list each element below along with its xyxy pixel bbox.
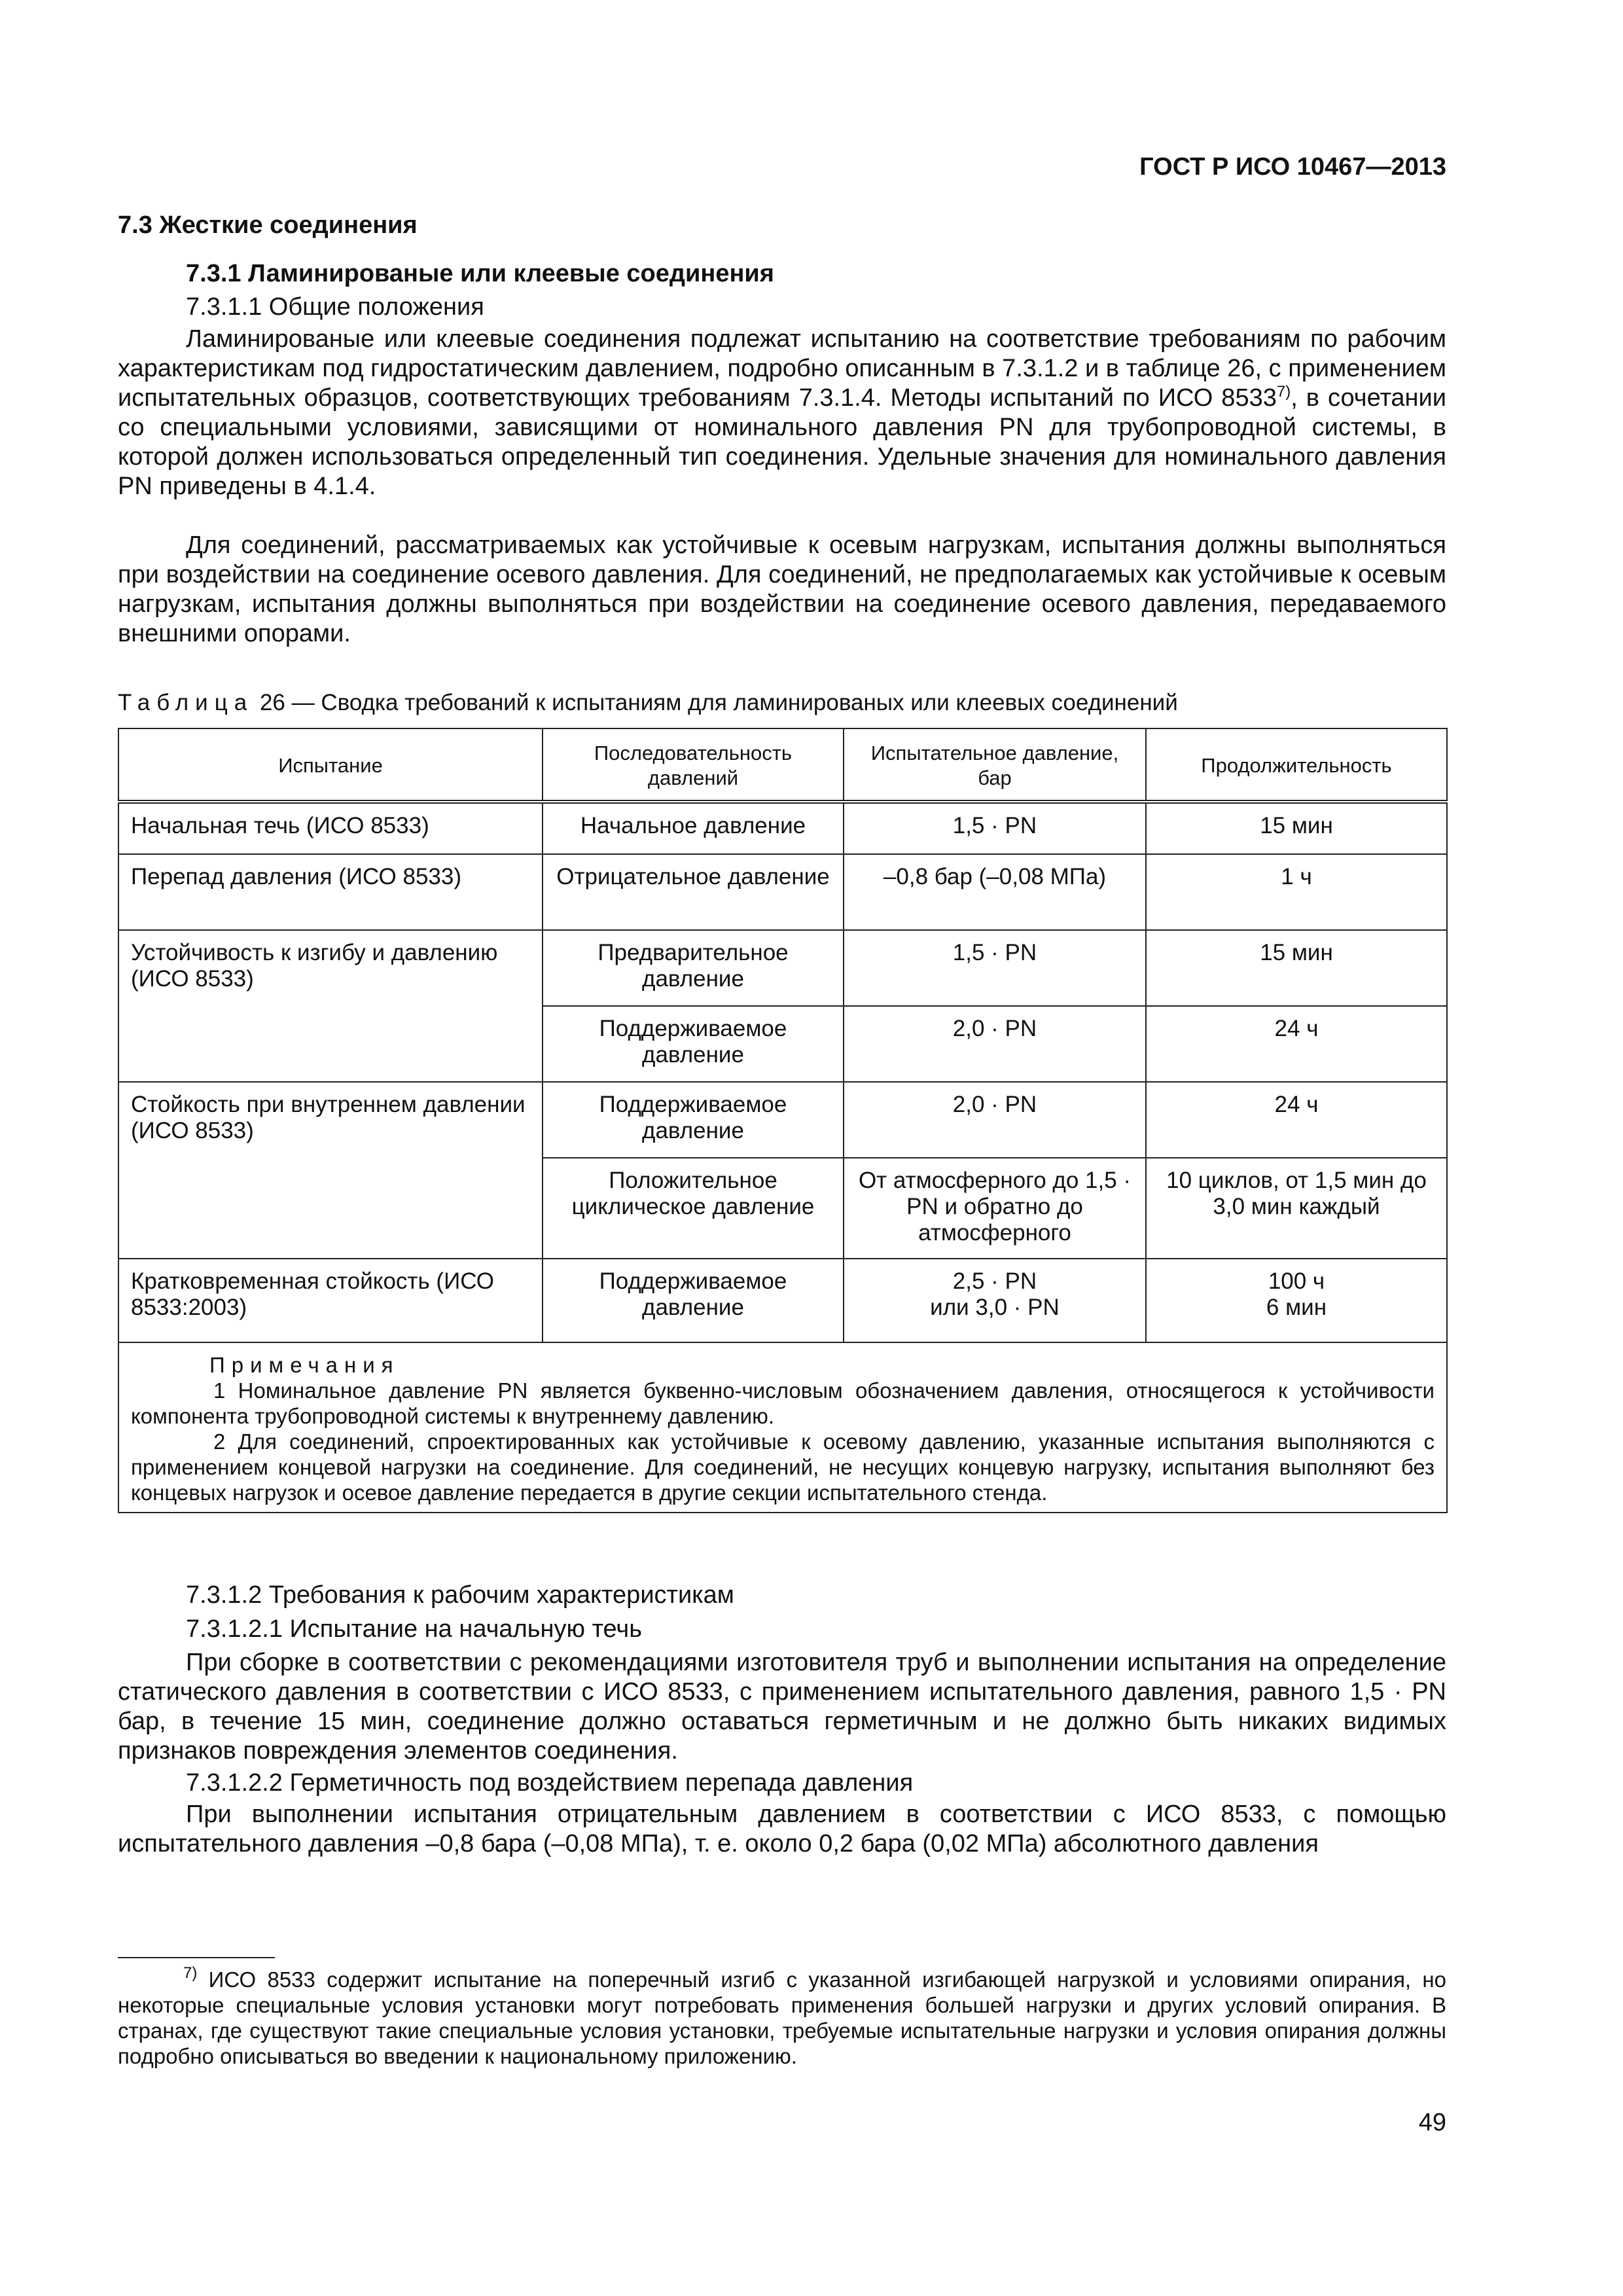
cell-duration [1146,1259,1447,1342]
cell-pressure: 1,5 · PN [844,930,1146,1006]
cell-duration: 10 циклов, от 1,5 мин до 3,0 мин каждый [1146,1158,1447,1259]
paragraph-general-1-text-a: Ламинированые или клеевые соединения подлежат испытанию на соответствие требованиям по рабочим характеристикам под гидростатическим давлением, подробно описанным в 7.3.1.2 и в таблице 26, с применением испытательных образцов, соответствующих требованиям 7.3.1.4. Методы испытаний по ИСО 8533 [118,325,1446,412]
table-caption-label: Таблица [118,690,254,715]
cell-sequence: Отрицательное давление [543,854,844,930]
cell-test: Кратковременная стойкость (ИСО 8533:2003) [118,1259,543,1342]
cell-duration-line1: 100 ч [1268,1268,1325,1294]
heading-7-3-1-2-2: 7.3.1.2.2 Герметичность под воздействием перепада давления [186,1769,914,1797]
cell-pressure [844,1259,1146,1342]
cell-duration: 1 ч [1146,854,1447,930]
heading-7-3-1-1: 7.3.1.1 Общие положения [186,293,484,321]
paragraph-pressure-differential: При выполнении испытания отрицательным давлением в соответствии с ИСО 8533, с помощью испытательного давления –0,8 бара (–0,08 МПа), т. е. около 0,2 бара (0,02 МПа) абсолютного давления [118,1801,1446,1857]
cell-pressure: От атмосферного до 1,5 · PN и обратно до атмосферного [844,1158,1146,1259]
cell-test: Устойчивость к изгибу и давлению (ИСО 8533) [118,930,543,1082]
table-row [118,930,1447,1006]
table-row [118,1082,1447,1158]
cell-sequence: Поддерживаемое давление [543,1259,844,1342]
cell-duration: 15 мин [1146,802,1447,854]
table-notes [118,1342,1447,1513]
cell-pressure-line1: 2,5 · PN [952,1268,1037,1294]
cell-sequence: Положительное циклическое давление [543,1158,844,1259]
table-row [118,1259,1447,1342]
table-notes-row [118,1342,1447,1513]
footnote-separator [118,1957,275,1958]
cell-pressure: 2,0 · PN [844,1082,1146,1158]
cell-test: Перепад давления (ИСО 8533) [118,854,543,930]
heading-7-3-1: 7.3.1 Ламинированые или клеевые соединения [186,260,774,287]
heading-7-3: 7.3 Жесткие соединения [118,211,418,239]
table-caption [118,689,1446,717]
heading-7-3-1-2: 7.3.1.2 Требования к рабочим характеристикам [186,1581,734,1609]
cell-sequence: Начальное давление [543,802,844,854]
cell-pressure-line2: или 3,0 · PN [930,1295,1060,1320]
table-row [118,802,1447,854]
column-header-sequence: Последовательность давлений [543,728,844,802]
cell-pressure: –0,8 бар (–0,08 МПа) [844,854,1146,930]
cell-sequence: Поддерживаемое давление [543,1082,844,1158]
cell-test: Начальная течь (ИСО 8533) [118,802,543,854]
column-header-pressure: Испытательное давление, бар [844,728,1146,802]
page-number: 49 [1418,2109,1446,2136]
cell-sequence: Предварительное давление [543,930,844,1006]
cell-duration: 15 мин [1146,930,1447,1006]
column-header-test: Испытание [118,728,543,802]
cell-duration: 24 ч [1146,1006,1447,1082]
cell-pressure: 2,0 · PN [844,1006,1146,1082]
paragraph-initial-leak: При сборке в соответствии с рекомендациями изготовителя труб и выполнении испытания на определение статического давления в соответствии с ИСО 8533, с применением испытательного давления, равного 1,5 · PN бар, в течение 15 мин, соединение должно оставаться герметичным и не должно быть никаких видимых признаков повреждения элементов соединения. [118,1649,1446,1765]
footnote-7 [118,1964,1446,2069]
table-caption-text: 26 — Сводка требований к испытаниям для ламинированых или клеевых соединений [253,690,1178,715]
paragraph-general-1-text-b: , в сочетании со специальными условиями, зависящими от номинального давления PN для трубопроводной системы, в которой должен использоваться определенный тип соединения. Удельные значения для номинального давления PN приведены в 4.1.4. [118,384,1446,500]
footnote-mark: 7) [183,1964,198,1982]
note-2: 2 Для соединений, спроектированных как устойчивые к осевому давлению, указанные испытания выполняются с применением концевой нагрузки на соединение. Для соединений, не несущих концевую нагрузку, испытания выполняют без концевых нагрузок и осевое давление передается в другие секции испытательного стенда. [131,1429,1435,1505]
footnote-text: ИСО 8533 содержит испытание на поперечный изгиб с указанной изгибающей нагрузкой и условиями опирания, но некоторые специальные условия установки могут потребовать применения большей нагрузки и других условий опирания. В странах, где существуют такие специальные условия установки, требуемые испытательные нагрузки и условия опирания должны подробно описываться во введении к национальному приложению. [118,1967,1446,2068]
footnote-reference-7: 7) [1276,383,1291,401]
paragraph-general-2: Для соединений, рассматриваемых как устойчивые к осевым нагрузкам, испытания должны выполняться при воздействии на соединение осевого давления. Для соединений, не предполагаемых как устойчивые к осевым нагрузкам, испытания должны выполняться при воздействии на соединение осевого давления, передаваемого внешними опорами. [118,531,1446,647]
column-header-duration: Продолжительность [1146,728,1447,802]
requirements-table [118,728,1448,1513]
heading-7-3-1-2-1: 7.3.1.2.1 Испытание на начальную течь [186,1615,643,1643]
cell-duration-line2: 6 мин [1266,1295,1327,1320]
table-row [118,854,1447,930]
cell-pressure: 1,5 · PN [844,802,1146,854]
cell-duration: 24 ч [1146,1082,1447,1158]
table-header-row [118,728,1447,802]
notes-title: Примечания [209,1353,400,1377]
cell-test: Стойкость при внутреннем давлении (ИСО 8533) [118,1082,543,1259]
document-code-header: ГОСТ Р ИСО 10467—2013 [1139,153,1446,181]
cell-sequence: Поддерживаемое давление [543,1006,844,1082]
paragraph-general-1 [118,325,1446,501]
note-1: 1 Номинальное давление PN является буквенно-числовым обозначением давления, относящегося к устойчивости компонента трубопроводной системы к внутреннему давлению. [131,1378,1435,1428]
